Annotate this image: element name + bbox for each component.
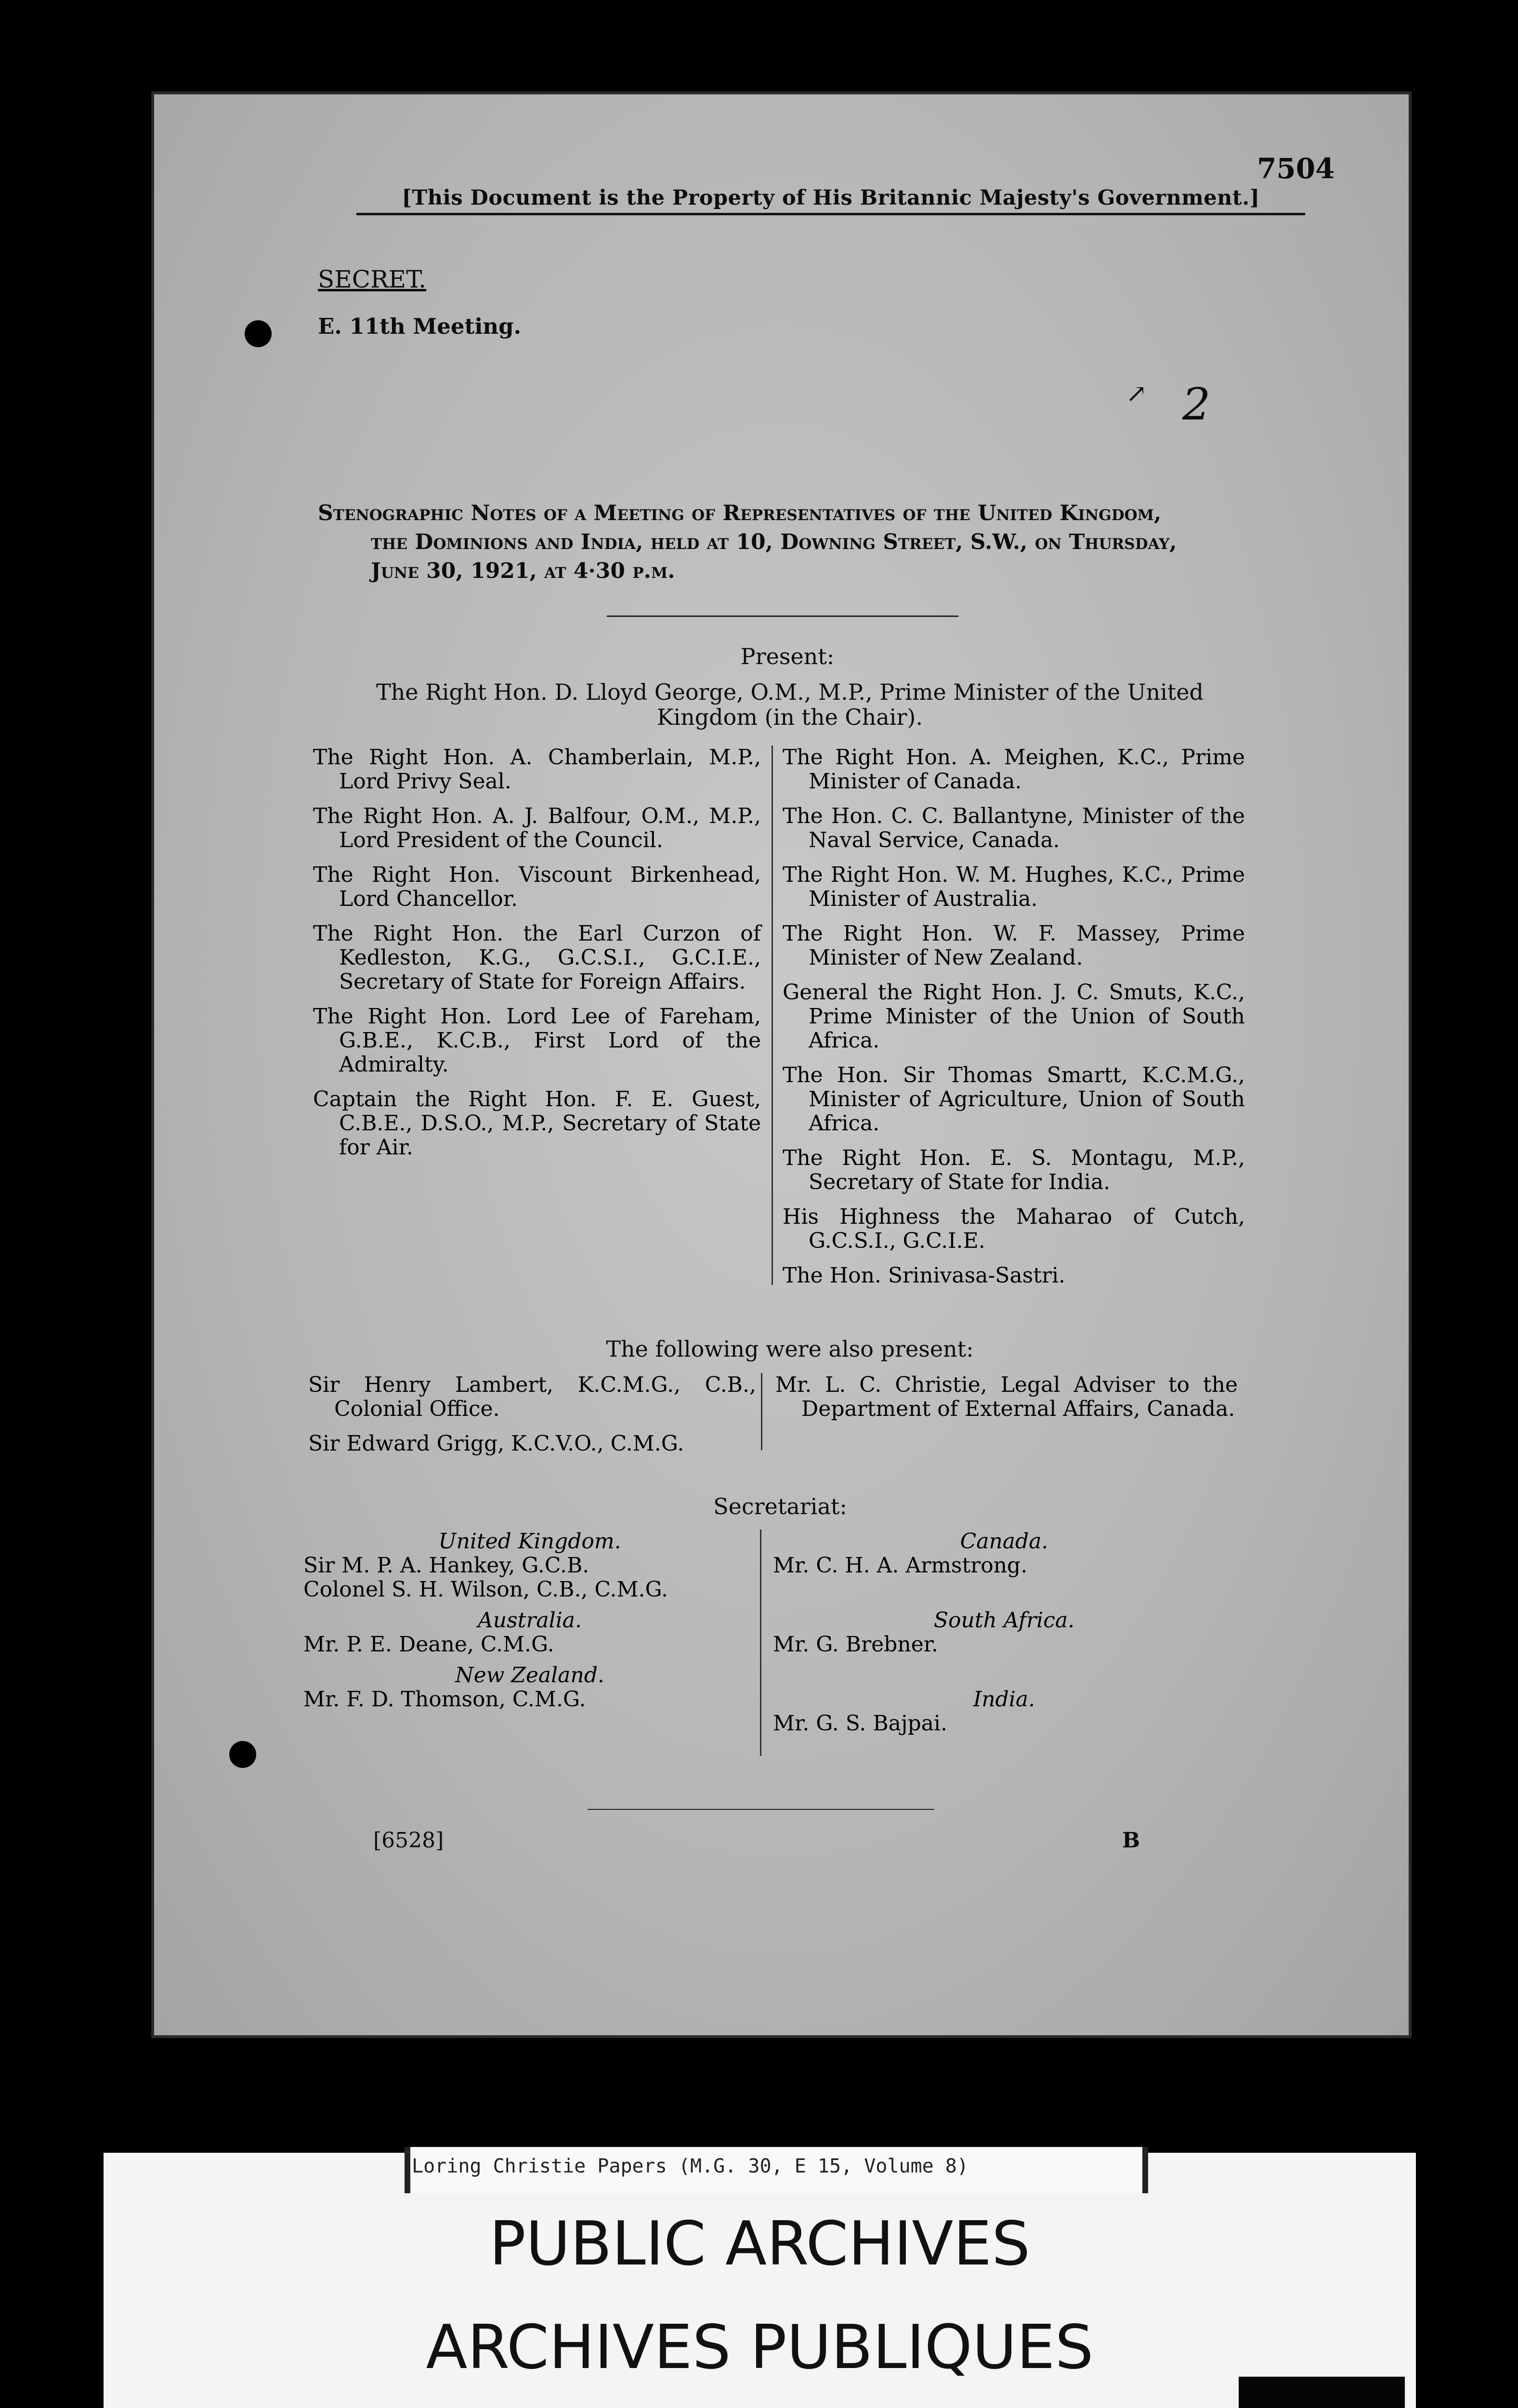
punch-hole-top bbox=[245, 320, 272, 347]
collection-label: Loring Christie Papers (M.G. 30, E 15, Volume 8) bbox=[412, 2155, 968, 2177]
south-africa-secretary: Mr. G. Brebner. bbox=[773, 1632, 938, 1657]
print-reference: [6528] bbox=[373, 1828, 444, 1853]
attendee-entry: The Right Hon. A. Chamberlain, M.P., Lord Privy Seal. bbox=[313, 745, 761, 794]
uk-secretary-2: Colonel S. H. Wilson, C.B., C.M.G. bbox=[303, 1577, 668, 1602]
column-divider bbox=[772, 746, 773, 1285]
australia-secretary: Mr. P. E. Deane, C.M.G. bbox=[303, 1632, 554, 1657]
uk-label: United Kingdom. bbox=[438, 1529, 621, 1554]
secretariat-left bbox=[303, 1530, 756, 1712]
document-page bbox=[154, 94, 1409, 2035]
india-secretary: Mr. G. S. Bajpai. bbox=[773, 1711, 947, 1736]
new-zealand-secretary: Mr. F. D. Thomson, C.M.G. bbox=[303, 1687, 586, 1712]
footer-divider bbox=[588, 1809, 934, 1810]
australia-label: Australia. bbox=[477, 1608, 582, 1633]
india-label: India. bbox=[973, 1687, 1035, 1712]
property-notice: [This Document is the Property of His Britannic Majesty's Government.] bbox=[356, 186, 1305, 215]
attendee-entry: The Right Hon. W. M. Hughes, K.C., Prime Minister of Australia. bbox=[783, 863, 1245, 911]
attendee-entry: The Right Hon. A. Meighen, K.C., Prime Minister of Canada. bbox=[783, 745, 1245, 794]
also-present-entry: Sir Edward Grigg, K.C.V.O., C.M.G. bbox=[308, 1431, 684, 1456]
attendee-entry: The Hon. Sir Thomas Smartt, K.C.M.G., Minister of Agriculture, Union of South Africa. bbox=[783, 1063, 1245, 1136]
attendee-entry: The Right Hon. E. S. Montagu, M.P., Secretary of State for India. bbox=[783, 1146, 1245, 1194]
also-present-heading: The following were also present: bbox=[606, 1336, 974, 1362]
present-right-column bbox=[783, 746, 1245, 1298]
attendee-entry: The Right Hon. Lord Lee of Fareham, G.B.E., K.C.B., First Lord of the Admiralty. bbox=[313, 1004, 761, 1077]
title-line-3: June 30, 1921, at 4·30 p.m. bbox=[371, 559, 675, 583]
secretariat-divider bbox=[760, 1530, 761, 1756]
canada-secretary: Mr. C. H. A. Armstrong. bbox=[773, 1553, 1028, 1578]
document-number: 7504 bbox=[1257, 152, 1335, 185]
attendee-entry: The Right Hon. Viscount Birkenhead, Lord Chancellor. bbox=[313, 863, 761, 911]
new-zealand-label: New Zealand. bbox=[455, 1663, 604, 1688]
attendee-entry: The Hon. C. C. Ballantyne, Minister of the Naval Service, Canada. bbox=[783, 804, 1245, 852]
document-title bbox=[318, 499, 1392, 586]
classification-label: SECRET. bbox=[318, 265, 427, 293]
title-line-2: the Dominions and India, held at 10, Downing Street, S.W., on Thursday, bbox=[371, 530, 1177, 554]
title-line-1: Stenographic Notes of a Meeting of Representatives of the United Kingdom, bbox=[318, 501, 1162, 525]
chair-entry: The Right Hon. D. Lloyd George, O.M., M.P., Prime Minister of the United Kingdom (in the Chair). bbox=[376, 679, 1204, 730]
south-africa-label: South Africa. bbox=[933, 1608, 1075, 1633]
meeting-label: E. 11th Meeting. bbox=[318, 314, 522, 339]
present-heading: Present: bbox=[740, 643, 835, 669]
also-present-left bbox=[308, 1373, 756, 1466]
uk-secretary-1: Sir M. P. A. Hankey, G.C.B. bbox=[303, 1553, 589, 1578]
attendee-entry: The Right Hon. W. F. Massey, Prime Minister of New Zealand. bbox=[783, 921, 1245, 970]
secretariat-heading: Secretariat: bbox=[713, 1493, 847, 1519]
also-present-right bbox=[775, 1373, 1238, 1432]
attendee-entry: His Highness the Maharao of Cutch, G.C.S.I., G.C.I.E. bbox=[783, 1204, 1245, 1253]
present-left-column bbox=[313, 746, 761, 1170]
corner-mark: ↗ bbox=[1126, 380, 1147, 408]
punch-hole-bottom bbox=[229, 1741, 256, 1768]
canada-label: Canada. bbox=[960, 1529, 1048, 1554]
attendee-entry: The Hon. Srinivasa-Sastri. bbox=[783, 1263, 1066, 1288]
archive-title-en: PUBLIC ARCHIVES bbox=[489, 2208, 1031, 2279]
archive-title-fr: ARCHIVES PUBLIQUES bbox=[426, 2312, 1094, 2382]
also-present-entry: Sir Henry Lambert, K.C.M.G., C.B., Colonial Office. bbox=[308, 1373, 756, 1421]
signature-mark: B bbox=[1122, 1828, 1140, 1853]
attendee-entry: The Right Hon. A. J. Balfour, O.M., M.P., Lord President of the Council. bbox=[313, 804, 761, 852]
title-divider bbox=[607, 615, 958, 617]
also-divider bbox=[761, 1373, 762, 1450]
also-present-entry: Mr. L. C. Christie, Legal Adviser to the Department of External Affairs, Canada. bbox=[775, 1373, 1238, 1421]
attendee-entry: The Right Hon. the Earl Curzon of Kedleston, K.G., G.C.S.I., G.C.I.E., Secretary of State for Foreign Affairs. bbox=[313, 921, 761, 994]
page-number: 2 bbox=[1182, 379, 1211, 430]
secretariat-right bbox=[773, 1530, 1235, 1736]
archives-logo-box bbox=[1239, 2377, 1405, 2408]
attendee-entry: General the Right Hon. J. C. Smuts, K.C., Prime Minister of the Union of South Africa. bbox=[783, 980, 1245, 1053]
attendee-entry: Captain the Right Hon. F. E. Guest, C.B.E., D.S.O., M.P., Secretary of State for Air. bbox=[313, 1087, 761, 1160]
